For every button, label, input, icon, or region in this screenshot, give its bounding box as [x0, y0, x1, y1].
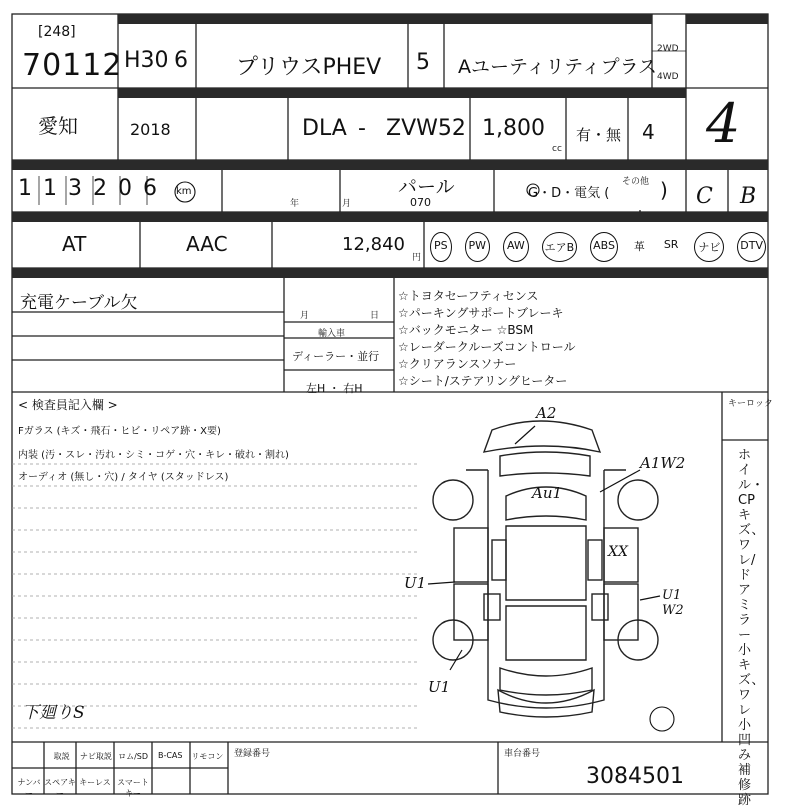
- inspector-title: < 検査員記入欄 >: [18, 398, 118, 412]
- accessory-row-1: [46, 751, 226, 762]
- mark-a1w2: A1W2: [640, 454, 686, 472]
- mileage-digit: 1: [18, 176, 32, 201]
- acc-number: ナンバー: [17, 778, 41, 798]
- displacement-unit: cc: [552, 144, 562, 154]
- acc-navi-manual: ナビ取説: [79, 752, 112, 761]
- equip-dtv: DTV: [737, 232, 766, 262]
- equip-abs: ABS: [590, 232, 618, 262]
- grade-name: Aユーティリティプラス: [458, 56, 658, 78]
- mark-u1w2: U1 W2: [662, 588, 684, 618]
- acc-manual: 取説: [53, 752, 70, 761]
- acc-remote: リモコン: [191, 752, 224, 761]
- reg-no-label: 登録番号: [234, 749, 271, 759]
- door-count: 5: [416, 50, 430, 75]
- first-reg-era: H30: [124, 48, 169, 73]
- note-text: 充電ケーブル欠: [20, 293, 138, 313]
- fuel-other-label: その他: [622, 177, 650, 187]
- import-label: 輸入車: [318, 329, 346, 339]
- sales-point-item: ☆トヨタセーフティセンス: [398, 289, 539, 303]
- exterior-grade: C: [696, 184, 713, 209]
- recycle-fee: 12,840: [342, 234, 405, 255]
- equip-pw: PW: [465, 232, 491, 262]
- equipment-list: [430, 232, 766, 262]
- equip-navi: ナビ: [694, 232, 724, 262]
- chassis-number: 3084501: [586, 764, 684, 789]
- recycle-unit: 円: [412, 253, 422, 263]
- region: 愛知: [38, 114, 78, 138]
- mark-u1-bottom: U1: [428, 678, 451, 696]
- equip-aw: AW: [503, 232, 529, 262]
- acc-keyless: キーレス: [79, 778, 111, 787]
- sales-points: [398, 288, 576, 390]
- warranty: 有・無: [576, 126, 622, 144]
- mark-au1: Au1: [532, 484, 563, 502]
- displacement: 1,800: [482, 116, 545, 141]
- sales-point-item: ☆バックモニター ☆BSM: [398, 323, 534, 337]
- mileage-digit: 1: [43, 176, 57, 201]
- equip-sr: SR: [663, 238, 679, 251]
- type-model: ZVW52: [386, 116, 466, 141]
- first-reg-month: 6: [174, 48, 188, 73]
- inspect-year-suffix: 年: [290, 199, 300, 209]
- color-code: 070: [410, 196, 431, 209]
- inspector-line-glass: Fガラス (キズ・飛石・ヒビ・リペア跡・X要): [18, 426, 221, 437]
- mileage-digit: 6: [143, 176, 157, 201]
- type-dash: -: [358, 116, 366, 141]
- car-diagram: [433, 421, 658, 717]
- inspector-line-interior: 内装 (汚・スレ・汚れ・シミ・コゲ・穴・キレ・破れ・割れ): [18, 450, 289, 461]
- chassis-no-label: 車台番号: [504, 749, 541, 759]
- accessory-row-2: [14, 777, 228, 799]
- score-value: 4: [706, 92, 741, 155]
- equip-leather: 革: [633, 240, 645, 253]
- sales-point-item: ☆レーダークルーズコントロール: [398, 340, 576, 354]
- fuel-options: G・D・電気 (: [528, 186, 610, 201]
- drive-4wd: 4WD: [657, 72, 679, 82]
- mileage-digit: 0: [118, 176, 132, 201]
- mileage-digits: [18, 176, 168, 201]
- mileage-digit: 2: [93, 176, 107, 201]
- steering-side: 左H ・ 右H: [306, 382, 363, 395]
- inspect-month-suffix: 月: [342, 199, 352, 209]
- color-name: パール: [398, 176, 455, 198]
- mark-u1-left: U1: [404, 574, 427, 592]
- type-prefix: DLA: [302, 116, 347, 141]
- mark-xx: XX: [608, 544, 628, 560]
- shift-type: AT: [62, 232, 87, 256]
- aircon-type: AAC: [186, 232, 228, 256]
- acc-spare-key: スペアキー: [44, 778, 76, 798]
- sales-point-item: ☆シート/ステアリングヒーター: [398, 374, 568, 388]
- drive-2wd: 2WD: [657, 44, 679, 54]
- lot-code: [248]: [38, 24, 76, 40]
- inspector-line-audio: オーディオ (無し・穴) / タイヤ (スタッドレス): [18, 472, 229, 483]
- side-notes: ホイル・CPキズ、ワレ/ドアミラー小キズ、ワレ 小凹み 補修跡: [738, 448, 765, 808]
- expiry-month: 月: [300, 311, 310, 321]
- mileage-unit: km: [176, 186, 192, 197]
- model-year: 2018: [130, 120, 171, 139]
- equip-airbag: エアB: [542, 232, 578, 262]
- acc-smart-key: スマートキー: [117, 778, 149, 798]
- expiry-day: 日: [370, 311, 380, 321]
- acc-rom: ロム/SD: [118, 752, 149, 761]
- sales-point-item: ☆パーキングサポートブレーキ: [398, 306, 564, 320]
- equip-ps: PS: [430, 232, 452, 262]
- key-lock-label: キーロック: [728, 399, 773, 409]
- acc-bcas: B-CAS: [157, 751, 183, 760]
- mark-a2: A2: [536, 404, 557, 422]
- fuel-close: ): [660, 178, 668, 202]
- lot-number: 70112: [22, 48, 123, 83]
- import-dealer: ディーラー・並行: [292, 350, 380, 363]
- capacity: 4: [642, 120, 655, 144]
- mileage-digit: 3: [68, 176, 82, 201]
- car-name: プリウスPHEV: [236, 55, 382, 80]
- interior-grade: B: [740, 184, 757, 209]
- sales-point-item: ☆クリアランスソナー: [398, 357, 517, 371]
- handwritten-note: 下廻りS: [22, 703, 85, 723]
